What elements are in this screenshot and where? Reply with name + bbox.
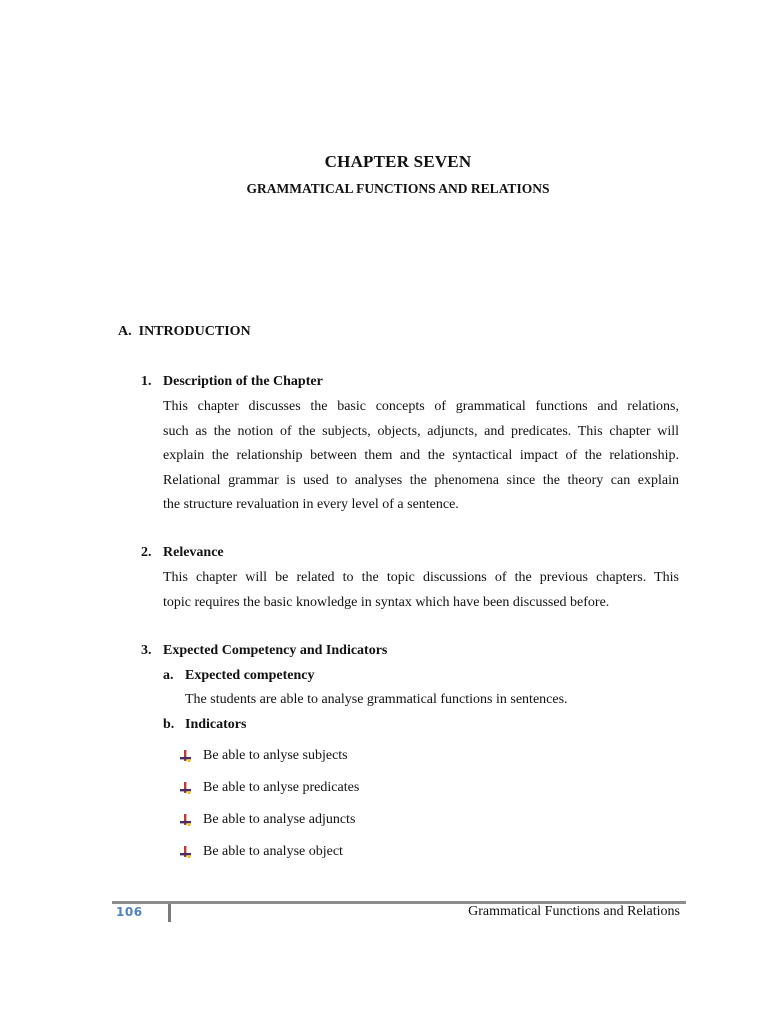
indicator-bullet — [179, 812, 355, 828]
paragraph-line: This chapter discusses the basic concepts of grammatical functions and relations, — [163, 399, 679, 414]
description-paragraph — [163, 395, 679, 518]
indicator-text: Be able to analyse adjuncts — [203, 812, 356, 827]
section-title: INTRODUCTION — [138, 324, 251, 339]
sub-heading-indicators: Indicators — [185, 717, 247, 732]
paragraph-line: This chapter will be related to the topic discussions of the previous chapters. This — [163, 570, 679, 585]
indicator-text: Be able to anlyse predicates — [203, 780, 360, 795]
indicator-text: Be able to anlyse subjects — [203, 748, 348, 763]
bullet-arrow-icon — [179, 781, 193, 795]
paragraph-line: such as the notion of the subjects, objects, adjuncts, and predicates. This chapter will — [163, 423, 679, 439]
indicator-bullet — [179, 780, 359, 796]
page-number: 106 — [116, 905, 143, 919]
relevance-paragraph — [163, 566, 679, 615]
footer-divider — [168, 904, 171, 922]
chapter-subtitle: GRAMMATICAL FUNCTIONS AND RELATIONS — [246, 181, 550, 196]
expected-competency-text: The students are able to analyse grammatical functions in sentences. — [185, 692, 568, 707]
item-number: 1. — [141, 374, 152, 389]
bullet-arrow-icon — [179, 813, 193, 827]
chapter-title: CHAPTER SEVEN — [324, 152, 472, 171]
paragraph-line: topic requires the basic knowledge in syntax which have been discussed before. — [163, 594, 610, 610]
sub-label-b: b. — [163, 717, 175, 732]
indicator-bullet — [179, 844, 343, 860]
bullet-arrow-icon — [179, 845, 193, 859]
item-number: 2. — [141, 545, 152, 560]
paragraph-line: the structure revaluation in every level of a sentence. — [163, 497, 459, 512]
sub-heading-expected-competency: Expected competency — [185, 668, 315, 683]
section-label: A. — [118, 324, 132, 339]
indicator-text: Be able to analyse object — [203, 844, 343, 859]
bullet-arrow-icon — [179, 749, 193, 763]
paragraph-line: explain the relationship between them and the syntactical impact of the relationship. — [163, 448, 679, 463]
item-heading-description: Description of the Chapter — [163, 374, 323, 389]
paragraph-line: Relational grammar is used to analyses the phenomena since the theory can explain — [163, 472, 679, 488]
item-number: 3. — [141, 643, 152, 658]
section-heading-introduction — [118, 324, 251, 340]
indicator-bullet — [179, 748, 348, 764]
item-heading-competency: Expected Competency and Indicators — [163, 643, 388, 658]
item-heading-relevance: Relevance — [163, 545, 224, 560]
sub-label-a: a. — [163, 668, 174, 683]
footer-running-title: Grammatical Functions and Relations — [468, 904, 680, 919]
